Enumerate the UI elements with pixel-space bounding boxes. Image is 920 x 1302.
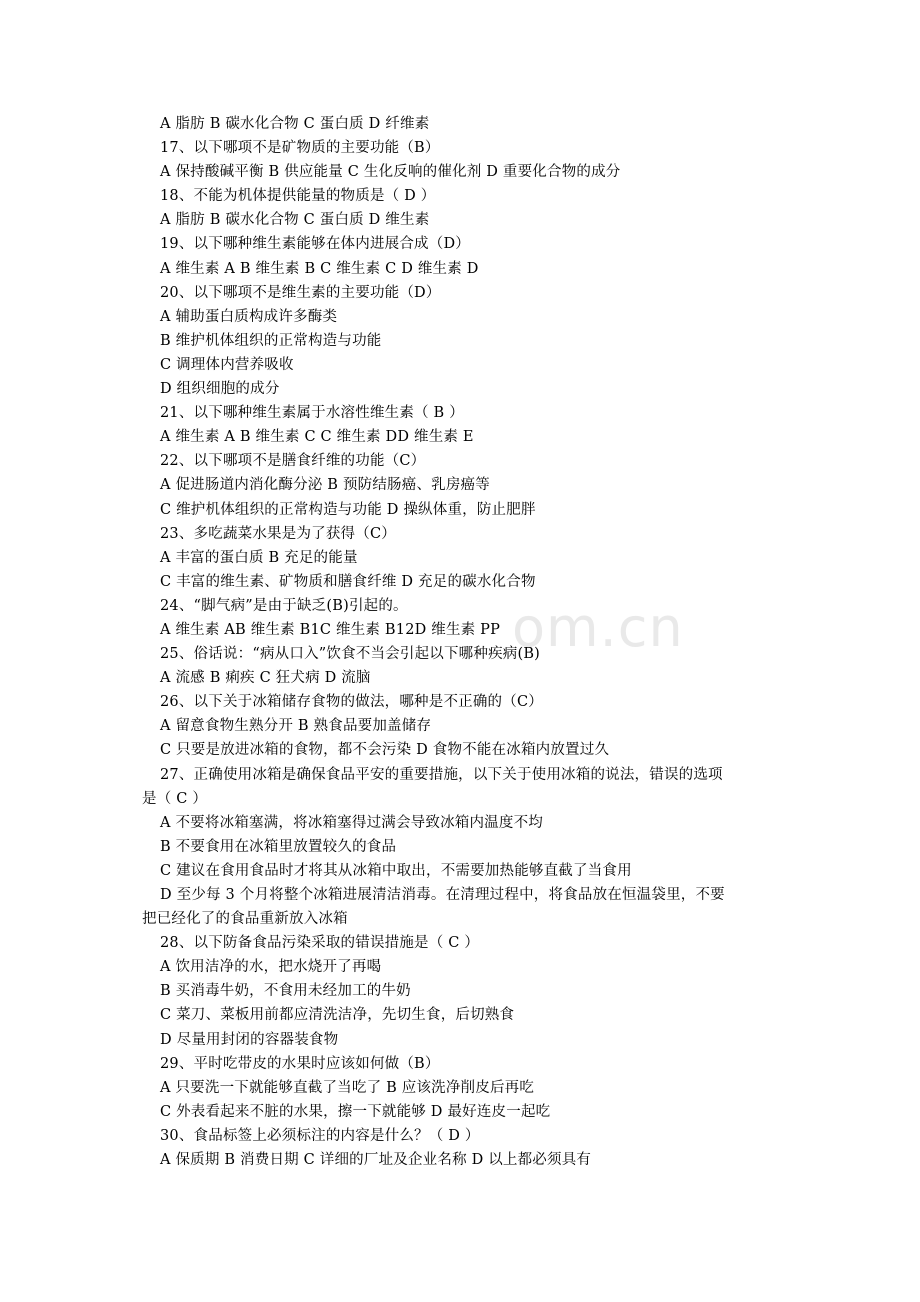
- question-line: 17、以下哪项不是矿物质的主要功能（B）: [160, 140, 440, 157]
- answer-line: A 流感 B 痢疾 C 狂犬病 D 流脑: [160, 670, 371, 687]
- answer-line: A 丰富的蛋白质 B 充足的能量: [160, 549, 358, 566]
- answer-line: A 维生素 A B 维生素 C C 维生素 DD 维生素 E: [160, 429, 474, 446]
- question-line: 25、俗话说：“病从口入”饮食不当会引起以下哪种疾病(B): [160, 646, 541, 663]
- answer-line: A 促进肠道内消化酶分泌 B 预防结肠癌、乳房癌等: [160, 477, 490, 494]
- question-line: 28、以下防备食品污染采取的错误措施是（ C ）: [160, 935, 480, 952]
- answer-line: C 只要是放进冰箱的食物，都不会污染 D 食物不能在冰箱内放置过久: [160, 742, 610, 759]
- answer-line: A 维生素 AB 维生素 B1C 维生素 B12D 维生素 PP: [160, 621, 501, 638]
- question-line: 19、以下哪种维生素能够在体内进展合成（D）: [160, 236, 470, 253]
- answer-line: A 不要将冰箱塞满，将冰箱塞得过满会导致冰箱内温度不均: [160, 814, 543, 831]
- continuation-line: 把已经化了的食品重新放入冰箱: [142, 911, 348, 928]
- question-line: 22、以下哪项不是膳食纤维的功能（C）: [160, 453, 426, 470]
- answer-line: B 不要食用在冰箱里放置较久的食品: [160, 838, 397, 855]
- answer-line: C 菜刀、菜板用前都应清洗洁净，先切生食，后切熟食: [160, 1007, 515, 1024]
- question-line: 26、以下关于冰箱储存食物的做法，哪种是不正确的（C）: [160, 694, 543, 711]
- continuation-line: 是（ C ）: [142, 790, 208, 807]
- answer-line: C 建议在食用食品时才将其从冰箱中取出，不需要加热能够直截了当食用: [160, 862, 632, 879]
- question-line: 24、“脚气病”是由于缺乏(B)引起的。: [160, 597, 408, 614]
- answer-line: D 组织细胞的成分: [160, 381, 280, 398]
- answer-line: A 维生素 A B 维生素 B C 维生素 C D 维生素 D: [160, 260, 479, 277]
- answer-line: B 买消毒牛奶，不食用未经加工的牛奶: [160, 983, 411, 1000]
- question-line: 27、正确使用冰箱是确保食品平安的重要措施，以下关于使用冰箱的说法，错误的选项: [160, 766, 723, 783]
- answer-line: A 保质期 B 消费日期 C 详细的厂址及企业名称 D 以上都必须具有: [160, 1152, 592, 1169]
- watermark: om.cn: [512, 596, 684, 659]
- question-line: 30、食品标签上必须标注的内容是什么？（ D ）: [160, 1127, 480, 1144]
- question-line: 21、以下哪种维生素属于水溶性维生素（ B ）: [160, 405, 464, 422]
- answer-line: C 调理体内营养吸收: [160, 356, 294, 373]
- answer-line: A 只要洗一下就能够直截了当吃了 B 应该洗净削皮后再吃: [160, 1079, 535, 1096]
- answer-line: A 留意食物生熟分开 B 熟食品要加盖储存: [160, 718, 432, 735]
- question-line: 20、以下哪项不是维生素的主要功能（D）: [160, 284, 441, 301]
- question-list: [0, 112, 920, 1172]
- answer-line: B 维护机体组织的正常构造与功能: [160, 332, 382, 349]
- answer-line: C 维护机体组织的正常构造与功能 D 操纵体重，防止肥胖: [160, 501, 536, 518]
- question-line: 23、多吃蔬菜水果是为了获得（C）: [160, 525, 396, 542]
- answer-line: D 尽量用封闭的容器装食物: [160, 1031, 339, 1048]
- answer-line: A 保持酸碱平衡 B 供应能量 C 生化反响的催化剂 D 重要化合物的成分: [160, 164, 621, 181]
- answer-line: A 辅助蛋白质构成许多酶类: [160, 308, 338, 325]
- answer-line: C 丰富的维生素、矿物质和膳食纤维 D 充足的碳水化合物: [160, 573, 536, 590]
- question-line: 29、平时吃带皮的水果时应该如何做（B）: [160, 1055, 440, 1072]
- answer-line: A 脂肪 B 碳水化合物 C 蛋白质 D 纤维素: [160, 116, 430, 132]
- answer-line: A 脂肪 B 碳水化合物 C 蛋白质 D 维生素: [160, 212, 430, 229]
- question-line: 18、不能为机体提供能量的物质是（ D ）: [160, 188, 436, 205]
- answer-line: D 至少每 3 个月将整个冰箱进展清洁消毒。在清理过程中，将食品放在恒温袋里，不要: [160, 887, 725, 903]
- answer-line: C 外表看起来不脏的水果，擦一下就能够 D 最好连皮一起吃: [160, 1103, 551, 1120]
- answer-line: A 饮用洁净的水，把水烧开了再喝: [160, 959, 382, 976]
